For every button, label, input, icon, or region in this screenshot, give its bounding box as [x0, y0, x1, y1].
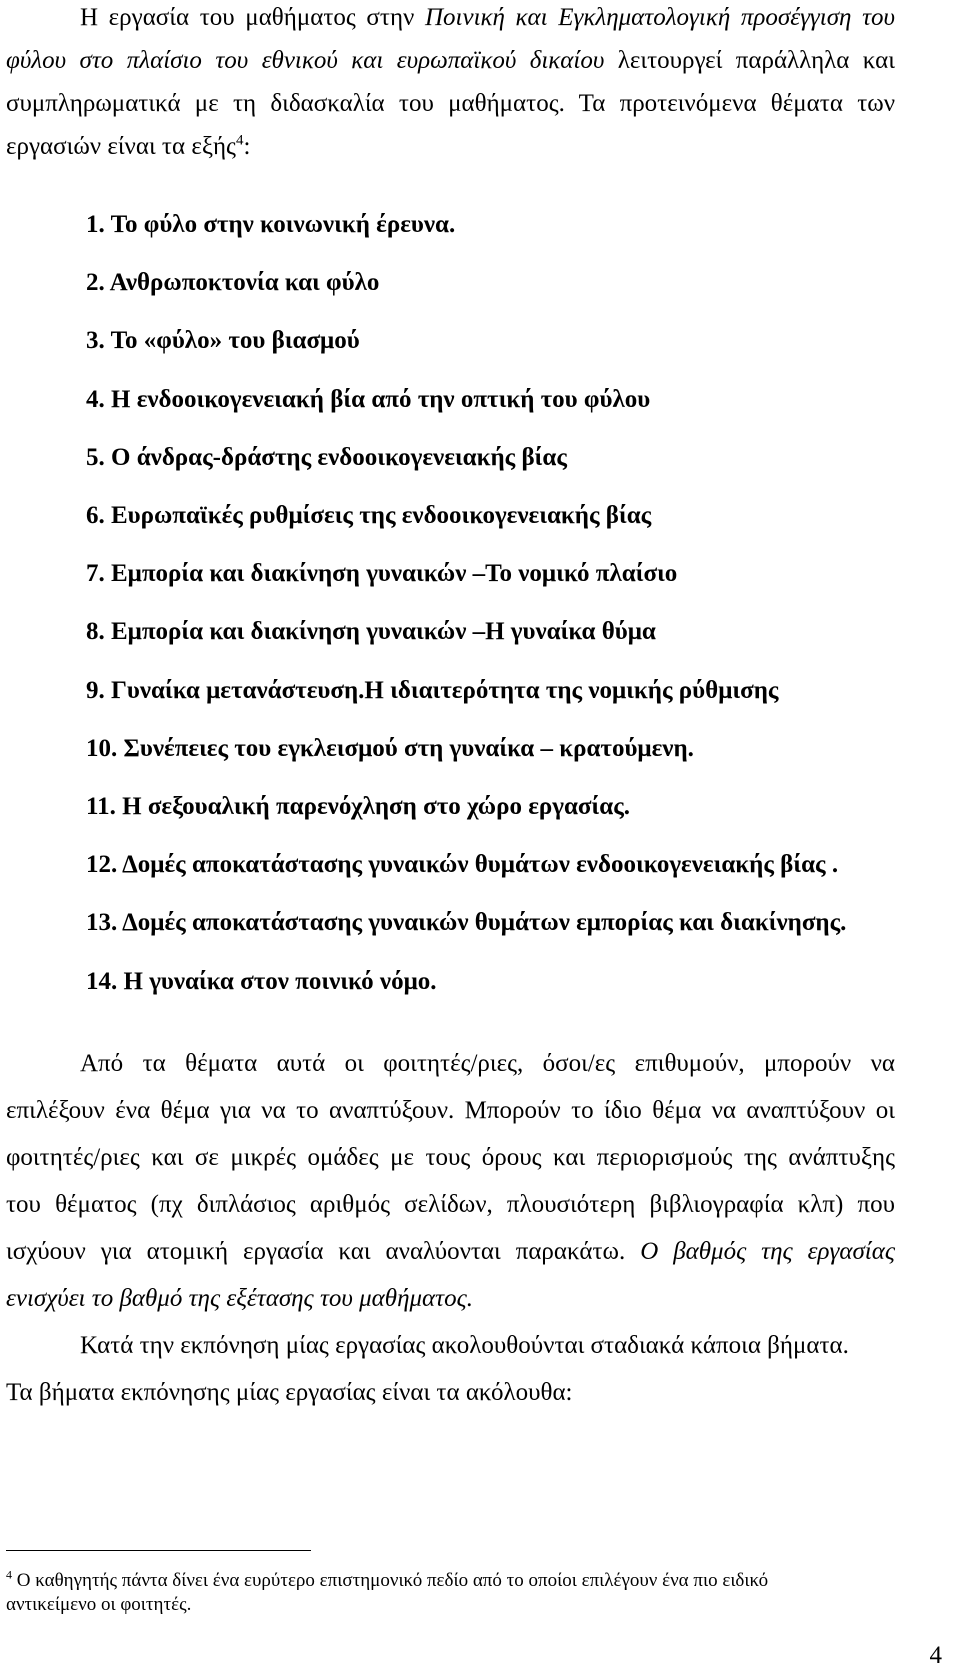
topic-item [86, 501, 651, 531]
para2-text: του θέματος (πχ διπλάσιος αριθμός σελίδων, πλουσιότερη βιβλιογραφία κλπ) που [6, 1191, 895, 1218]
topic-item [86, 734, 694, 764]
topic-number: 1. [86, 211, 105, 238]
footnote-separator [6, 1550, 311, 1551]
para2-text: Από τα θέματα αυτά οι φοιτητές/ριες, όσοι/ες επιθυμούν, μπορούν να [80, 1050, 895, 1077]
footnote-line-1 [6, 1569, 768, 1593]
grade-note: Ο βαθμός της εργασίας [640, 1238, 895, 1265]
intro-line-3 [6, 89, 895, 119]
topic-number: 13. [86, 909, 118, 936]
para3-text: Τα βήματα εκπόνησης μίας εργασίας είναι τα ακόλουθα: [6, 1379, 573, 1406]
topic-text: Δομές αποκατάστασης γυναικών θυμάτων ενδοοικογενειακής βίας . [122, 851, 839, 878]
footnote-ref[interactable]: 4 [235, 132, 244, 149]
topic-number: 12. [86, 851, 118, 878]
intro-text: λειτουργεί παράλληλα και [604, 47, 895, 74]
para3-text: Κατά την εκπόνηση μίας εργασίας ακολουθούνται σταδιακά κάποια βήματα. [80, 1332, 849, 1359]
topic-item [86, 268, 379, 298]
para2-text: ισχύουν για ατομική εργασία και αναλύονται παρακάτω. [6, 1238, 641, 1265]
topic-text: Το φύλο στην κοινωνική έρευνα. [110, 211, 456, 238]
topic-item [86, 326, 360, 356]
topic-item [86, 908, 846, 938]
para2-line-4 [6, 1190, 895, 1220]
topic-text: Η σεξουαλική παρενόχληση στο χώρο εργασίας. [122, 793, 631, 820]
topic-text: Ευρωπαϊκές ρυθμίσεις της ενδοοικογενειακής βίας [111, 502, 652, 529]
topic-text: Το «φύλο» του βιασμού [110, 327, 360, 354]
intro-line-4 [6, 132, 250, 162]
grade-note-cont: ενισχύει το βαθμό της εξέτασης του μαθήματος. [6, 1285, 473, 1312]
course-title: Ποινική και Εγκληματολογική προσέγγιση του [424, 4, 896, 31]
topic-item [86, 967, 437, 997]
topic-item [86, 385, 650, 415]
topic-number: 14. [86, 968, 118, 995]
topic-item [86, 792, 630, 822]
topic-text: Η γυναίκα στον ποινικό νόμο. [123, 968, 437, 995]
para2-text: επιλέξουν ένα θέμα για να το αναπτύξουν. Μπορούν το ίδιο θέμα να αναπτύξουν οι [6, 1097, 895, 1124]
intro-line-2 [6, 46, 895, 76]
topic-number: 7. [86, 560, 105, 587]
intro-text: συμπληρωματικά με τη διδασκαλία του μαθήματος. Τα προτεινόμενα θέματα των [6, 90, 895, 117]
intro-text: εργασιών είναι τα εξής [6, 133, 236, 160]
course-title-cont: φύλου στο πλαίσιο του εθνικού και ευρωπαϊκού δικαίου [6, 47, 605, 74]
para3-line-2 [6, 1378, 573, 1408]
topic-number: 6. [86, 502, 105, 529]
topic-item [86, 617, 656, 647]
footnote-line-2 [6, 1593, 191, 1617]
topic-item [86, 850, 838, 880]
para2-line-5 [6, 1237, 895, 1267]
topic-item [86, 210, 455, 240]
footnote-mark: 4 [6, 1567, 12, 1582]
para2-line-3 [6, 1143, 895, 1173]
topic-number: 3. [86, 327, 105, 354]
topic-item [86, 443, 567, 473]
topic-number: 8. [86, 618, 105, 645]
topic-item [86, 559, 677, 589]
para2-text: φοιτητές/ριες και σε μικρές ομάδες με τους όρους και περιορισμούς της ανάπτυξης [6, 1144, 895, 1171]
topic-number: 4. [86, 386, 105, 413]
topic-text: Η ενδοοικογενειακή βία από την οπτική του φύλου [111, 386, 651, 413]
topic-number: 2. [86, 269, 105, 296]
topic-text: Δομές αποκατάστασης γυναικών θυμάτων εμπορίας και διακίνησης. [122, 909, 847, 936]
topic-item [86, 676, 778, 706]
para3-line-1 [80, 1331, 849, 1361]
topic-text: Εμπορία και διακίνηση γυναικών –Το νομικό πλαίσιο [111, 560, 678, 587]
para2-line-2 [6, 1096, 895, 1126]
intro-text: Η εργασία του μαθήματος στην [80, 4, 425, 31]
para2-line-1 [80, 1049, 895, 1079]
topic-text: Συνέπειες του εγκλεισμού στη γυναίκα – κρατούμενη. [123, 735, 694, 762]
page-number: 4 [929, 1642, 942, 1669]
topic-number: 9. [86, 677, 105, 704]
topic-text: Ανθρωποκτονία και φύλο [109, 269, 380, 296]
para2-line-6 [6, 1284, 473, 1314]
intro-text: : [243, 133, 251, 160]
topic-text: Ο άνδρας-δράστης ενδοοικογενειακής βίας [111, 444, 567, 471]
topic-number: 10. [86, 735, 118, 762]
footnote-text: αντικείμενο οι φοιτητές. [6, 1594, 192, 1615]
intro-line-1 [80, 3, 895, 33]
topic-text: Γυναίκα μετανάστευση.Η ιδιαιτερότητα της νομικής ρύθμισης [111, 677, 779, 704]
topic-number: 11. [86, 793, 116, 820]
topic-text: Εμπορία και διακίνηση γυναικών –Η γυναίκα θύμα [111, 618, 656, 645]
footnote-text: Ο καθηγητής πάντα δίνει ένα ευρύτερο επιστημονικό πεδίο από το οποίοι επιλέγουν ένα πιο ειδικό [12, 1570, 769, 1591]
topic-number: 5. [86, 444, 105, 471]
